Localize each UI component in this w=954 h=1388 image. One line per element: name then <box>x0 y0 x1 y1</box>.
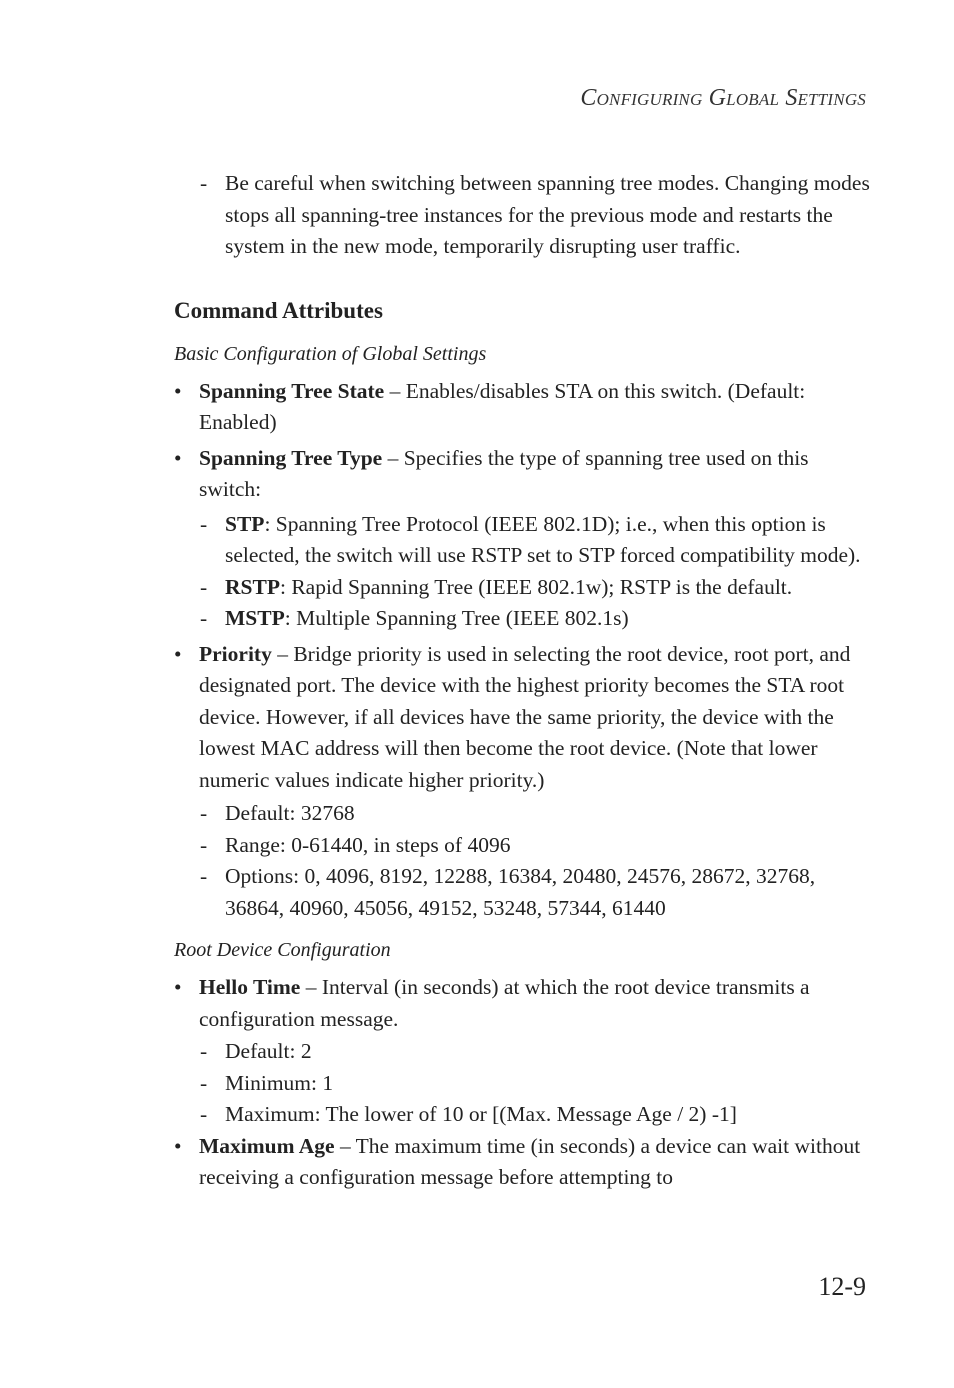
sub-term: STP <box>225 511 265 536</box>
term-label: Spanning Tree State <box>199 378 385 403</box>
hello-minimum: - Minimum: 1 <box>174 1068 874 1100</box>
attr-maximum-age <box>174 1131 874 1194</box>
attr-priority <box>174 639 874 797</box>
sub-item-mstp <box>174 603 874 635</box>
priority-default: - Default: 32768 <box>174 798 874 830</box>
term-label: Spanning Tree Type <box>199 445 383 470</box>
section-title: Command Attributes <box>174 297 383 323</box>
priority-range: - Range: 0-61440, in steps of 4096 <box>174 830 874 862</box>
term-description: – Specifies the type of spanning tree used on this switch: <box>199 445 809 501</box>
attr-spanning-tree-state <box>174 376 874 439</box>
term-label: Hello Time <box>199 975 301 999</box>
term-description: – Bridge priority is used in selecting the root device, root port, and designated port. The device with the highest priority becomes the STA root device. However, if all devices have the same priority, the device with the lowest MAC address will then become the root device. (Note that lower numeric values indicate higher priority.) <box>199 641 851 792</box>
page-body <box>174 168 874 1194</box>
subheading-basic: Basic Configuration of Global Settings <box>174 342 487 365</box>
sub-item-stp <box>174 509 874 572</box>
term-description: – Interval (in seconds) at which the root device transmits a configuration message. <box>199 975 810 1031</box>
sub-description: : Spanning Tree Protocol (IEEE 802.1D); i.e., when this option is selected, the switch will use RSTP set to STP forced compatibility mode). <box>225 511 861 567</box>
term-description: – The maximum time (in seconds) a device can wait without receiving a configuration message before attempting to <box>199 1133 861 1189</box>
term-description: – Enables/disables STA on this switch. (Default: Enabled) <box>199 378 806 434</box>
term-label: Priority <box>199 641 272 666</box>
caution-note: - Be careful when switching between spanning tree modes. Changing modes stops all spanning-tree instances for the previous mode and restarts the system in the new mode, temporarily disrupting user traffic. <box>174 168 874 263</box>
sub-term: MSTP <box>225 606 285 630</box>
hello-maximum: - Maximum: The lower of 10 or [(Max. Message Age / 2) -1] <box>174 1099 874 1131</box>
sub-description: : Multiple Spanning Tree (IEEE 802.1s) <box>284 606 629 630</box>
sub-term: RSTP <box>225 574 280 599</box>
attr-hello-time <box>174 972 874 1035</box>
priority-options: - Options: 0, 4096, 8192, 12288, 16384, 20480, 24576, 28672, 32768, 36864, 40960, 45056, 49152, 53248, 57344, 61440 <box>174 861 874 924</box>
running-header: Configuring Global Settings <box>580 85 866 111</box>
subheading-root: Root Device Configuration <box>174 939 391 961</box>
page-number: 12-9 <box>818 1272 866 1301</box>
hello-default: - Default: 2 <box>174 1036 874 1068</box>
term-label: Maximum Age <box>199 1133 335 1158</box>
sub-description: : Rapid Spanning Tree (IEEE 802.1w); RSTP is the default. <box>279 574 793 599</box>
sub-item-rstp <box>174 572 874 604</box>
attr-spanning-tree-type <box>174 443 874 506</box>
